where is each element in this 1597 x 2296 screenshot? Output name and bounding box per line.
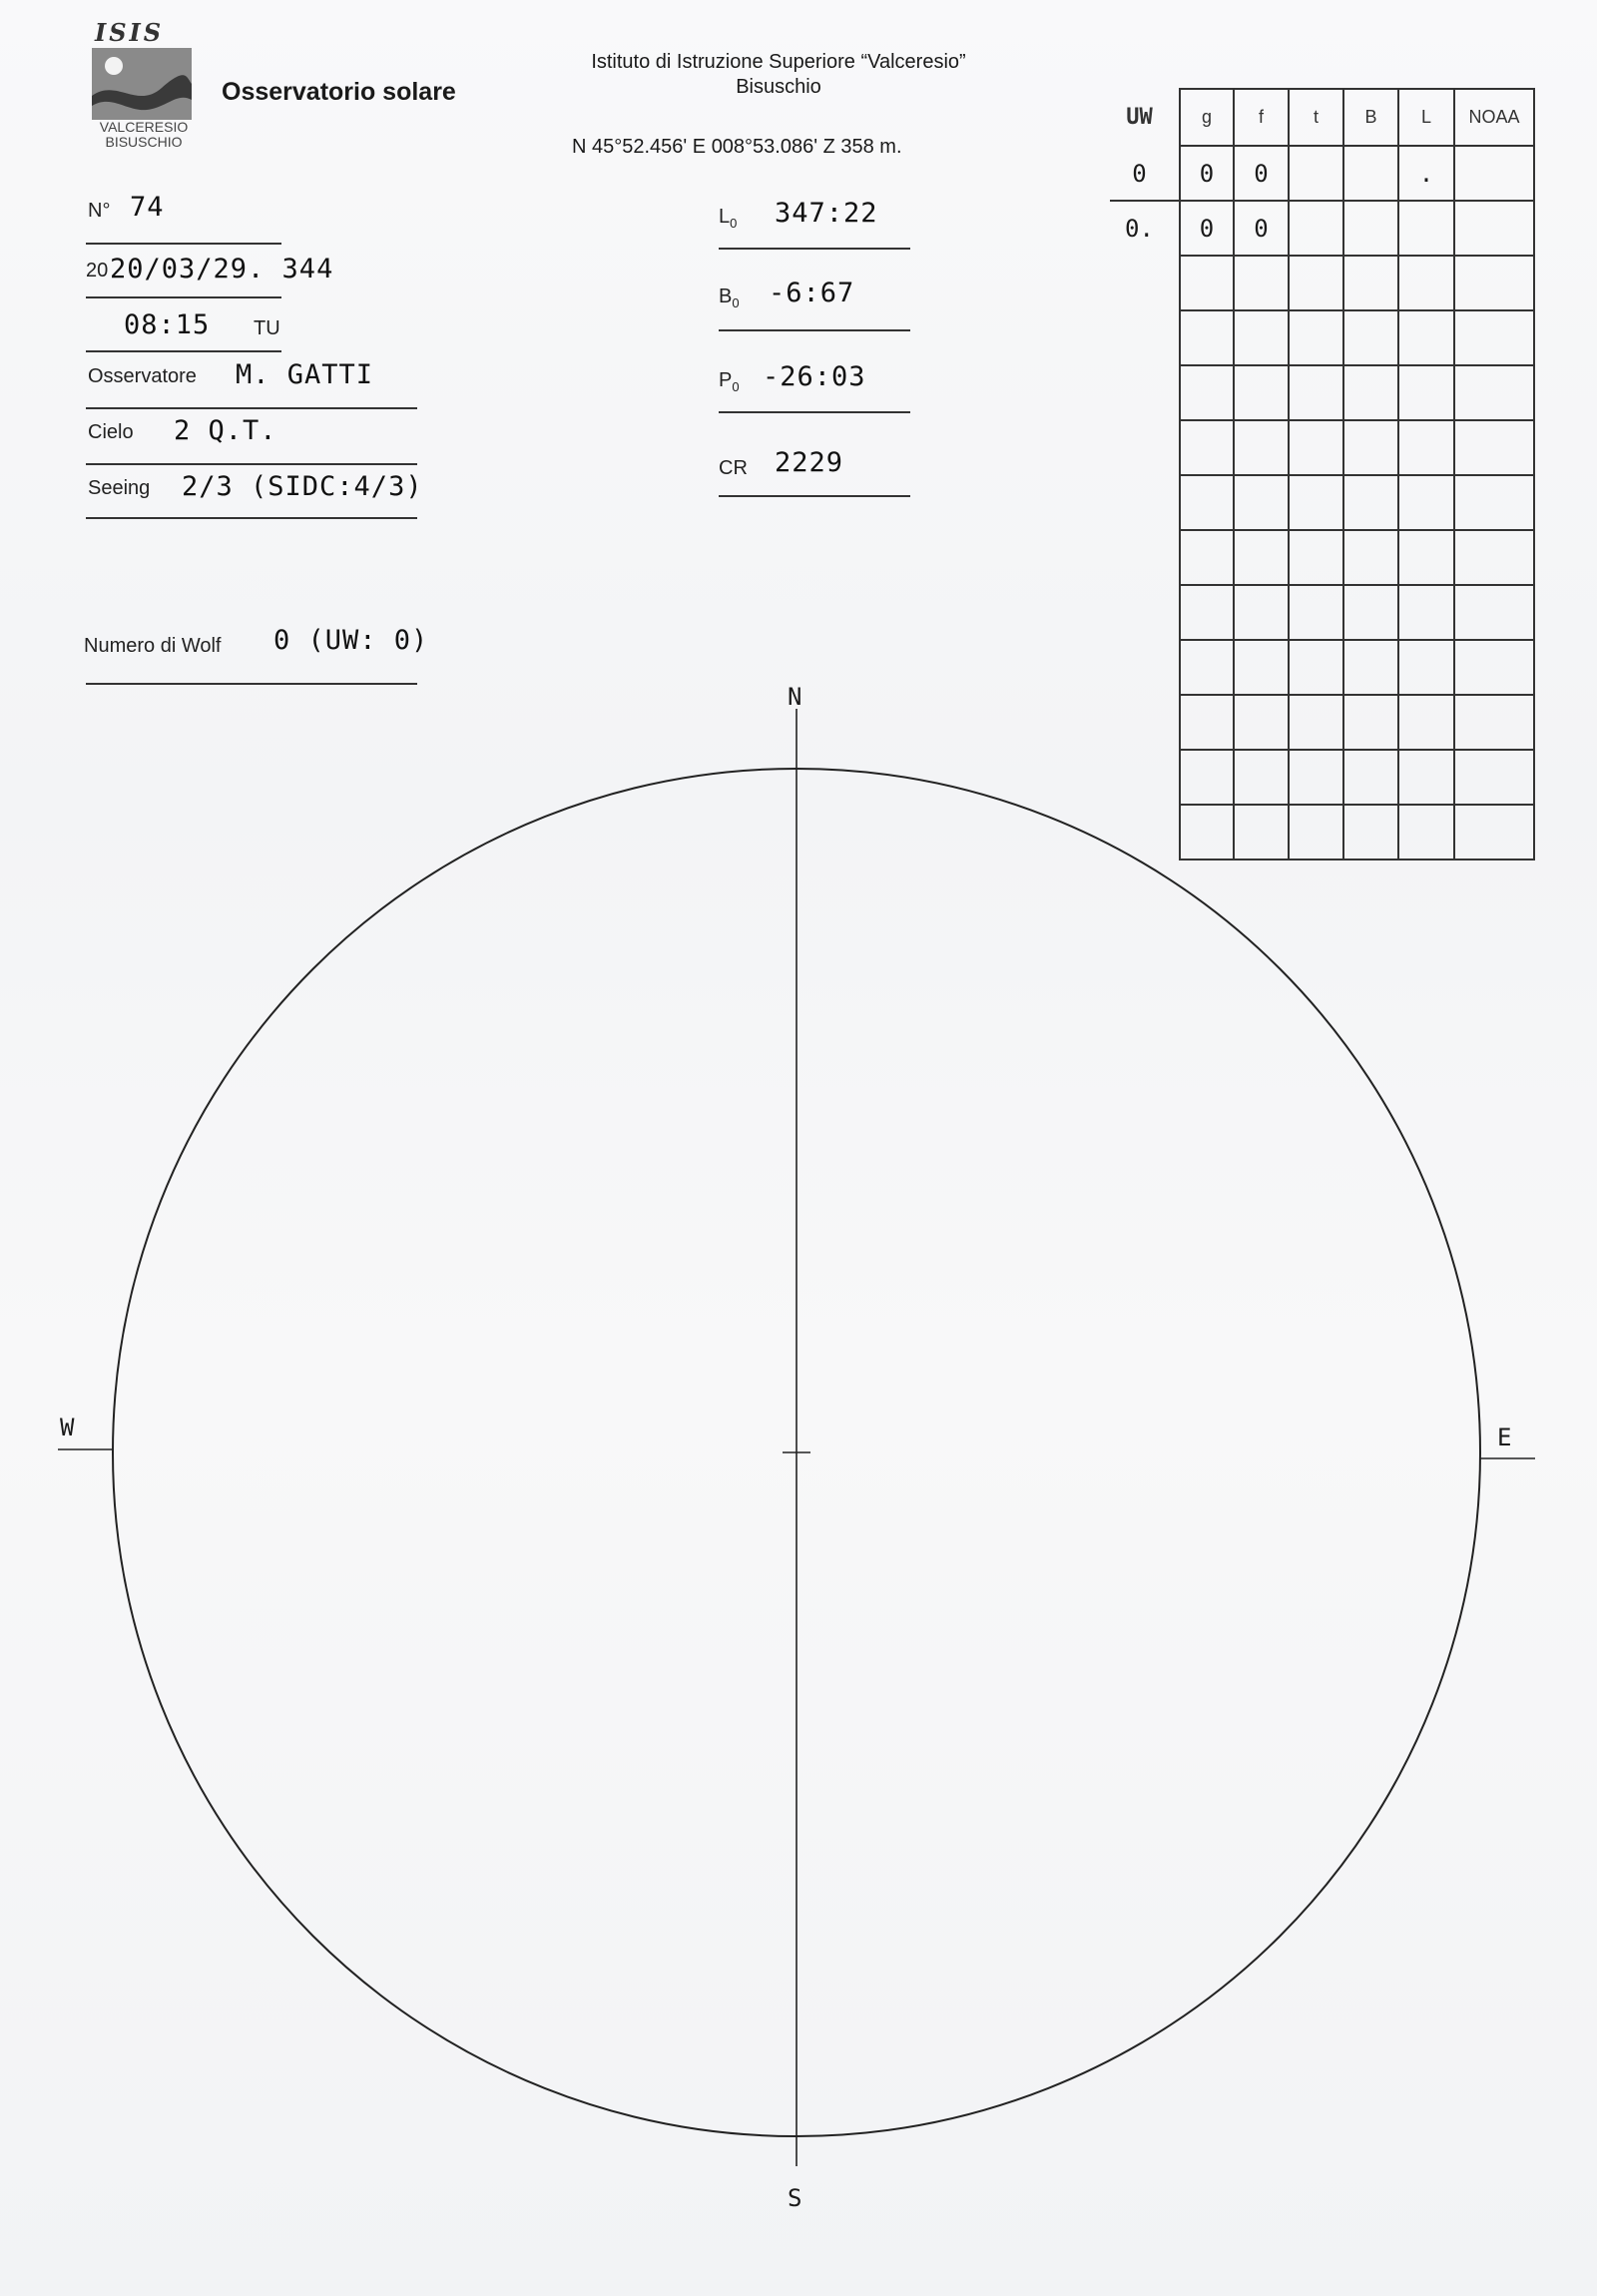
- table-cell[interactable]: 0: [1180, 201, 1234, 256]
- seeing-label: Seeing: [88, 477, 151, 499]
- p0-letter: P: [719, 369, 733, 391]
- sky-value: 2 Q.T.: [174, 415, 277, 446]
- l0-value: 347:22: [775, 198, 878, 229]
- p0-value: -26:03: [763, 361, 866, 392]
- time-unit: TU: [254, 317, 280, 339]
- number-label: N°: [88, 200, 111, 222]
- institute-name: Istituto di Istruzione Superiore “Valceresio”: [591, 51, 966, 73]
- table-header-cell: NOAA: [1454, 89, 1534, 146]
- table-header-cell: UW: [1126, 105, 1153, 130]
- observer-label: Osservatore: [88, 365, 197, 387]
- table-cell[interactable]: 0.: [1125, 214, 1154, 243]
- table-header-cell: B: [1343, 89, 1398, 146]
- north-label: N: [788, 683, 802, 711]
- table-cell[interactable]: 0: [1234, 146, 1289, 201]
- date-value: 20/03/29. 344: [110, 254, 334, 285]
- b0-subscript: 0: [732, 295, 740, 310]
- sky-label: Cielo: [88, 421, 134, 443]
- p0-subscript: 0: [732, 379, 740, 394]
- east-label: E: [1497, 1424, 1512, 1451]
- table-cell[interactable]: .: [1398, 146, 1454, 201]
- table-header-cell: f: [1234, 89, 1289, 146]
- table-cell[interactable]: 0: [1180, 146, 1234, 201]
- cr-value: 2229: [775, 447, 844, 478]
- south-label: S: [788, 2184, 802, 2212]
- table-header-cell: t: [1289, 89, 1343, 146]
- observer-value: M. GATTI: [236, 359, 374, 390]
- time-value: 08:15: [124, 309, 211, 340]
- logo-caption-line1: VALCERESIO: [99, 119, 189, 135]
- wolf-number-label: Numero di Wolf: [84, 635, 222, 657]
- seeing-value: 2/3 (SIDC:4/3): [182, 471, 423, 502]
- logo-text: ISIS: [95, 18, 165, 47]
- date-prefix: 20: [86, 260, 109, 282]
- l0-letter: L: [719, 206, 731, 228]
- site-coordinates: N 45°52.456' E 008°53.086' Z 358 m.: [572, 136, 902, 158]
- table-header-cell: L: [1398, 89, 1454, 146]
- number-value: 74: [130, 192, 165, 223]
- institute-town: Bisuschio: [736, 76, 821, 98]
- b0-letter: B: [719, 286, 733, 307]
- logo-caption-line2: BISUSCHIO: [105, 134, 183, 150]
- table-cell[interactable]: 0: [1234, 201, 1289, 256]
- wolf-number-value: 0 (UW: 0): [273, 625, 429, 656]
- west-label: W: [60, 1414, 75, 1441]
- table-header-cell: g: [1180, 89, 1234, 146]
- l0-subscript: 0: [730, 216, 738, 231]
- table-cell[interactable]: 0: [1132, 159, 1147, 188]
- observatory-title: Osservatorio solare: [222, 78, 456, 106]
- b0-value: -6:67: [769, 278, 855, 308]
- cr-label: CR: [719, 457, 748, 479]
